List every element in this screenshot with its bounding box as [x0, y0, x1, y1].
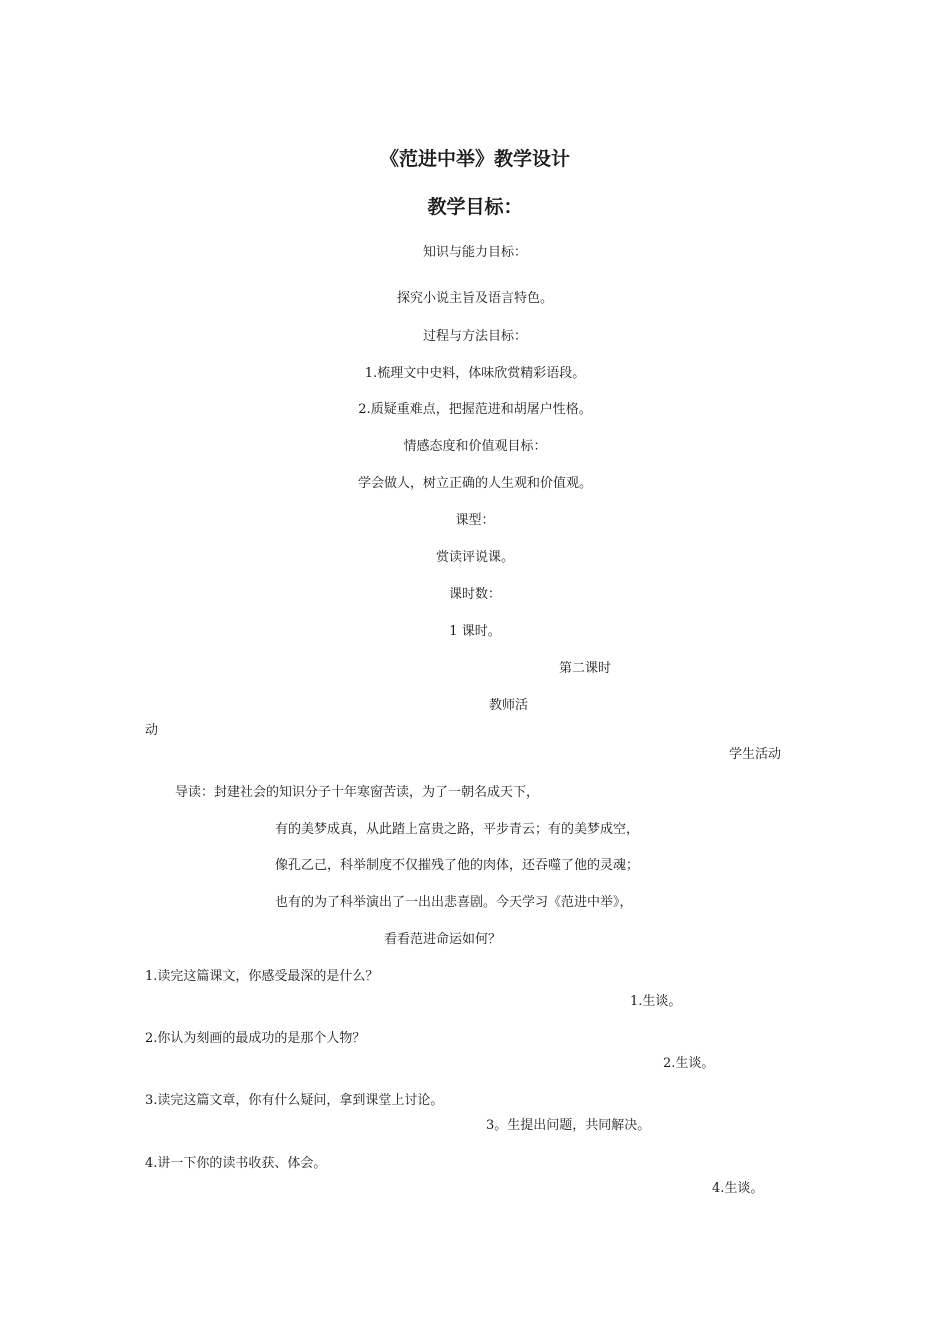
lesson-count: 1 课时。	[449, 624, 501, 639]
knowledge-heading: 知识与能力目标：	[422, 245, 527, 260]
answer-item: 4.生谈。	[712, 1181, 764, 1196]
student-activity-label: 学生活动	[729, 747, 782, 762]
teacher-activity-label-cont: 动	[145, 723, 159, 738]
process-item: 1.梳理文中史料，体味欣赏精彩语段。	[364, 366, 586, 381]
emotion-heading: 情感态度和价值观目标：	[403, 439, 547, 454]
teacher-activity-label: 教师活	[489, 698, 529, 713]
objectives-heading: 教学目标：	[427, 196, 523, 218]
question-item: 2.你认为刻画的最成功的是那个人物？	[145, 1031, 366, 1046]
lesson-count-heading: 课时数：	[448, 587, 501, 602]
emotion-item: 学会做人，树立正确的人生观和价值观。	[357, 476, 592, 491]
lesson-type: 赏读评说课。	[435, 550, 514, 565]
process-item: 2.质疑重难点，把握范进和胡屠户性格。	[358, 402, 592, 417]
process-heading: 过程与方法目标：	[422, 329, 527, 344]
question-item: 4.讲一下你的读书收获、体会。	[145, 1156, 327, 1171]
answer-item: 1.生谈。	[630, 994, 682, 1009]
question-item: 1.读完这篇课文，你感受最深的是什么？	[145, 969, 379, 984]
question-item: 3.读完这篇文章，你有什么疑问，拿到课堂上讨论。	[145, 1093, 444, 1108]
intro-line: 像孔乙己，科举制度不仅摧残了他的肉体，还吞噬了他的灵魂；	[275, 858, 640, 873]
document-title: 《范进中举》教学设计	[379, 148, 570, 170]
knowledge-item: 探究小说主旨及语言特色。	[396, 291, 553, 306]
session-label: 第二课时	[559, 661, 612, 676]
intro-line: 导读：封建社会的知识分子十年寒窗苦读，为了一朝名成天下，	[175, 785, 540, 800]
lesson-type-heading: 课型：	[455, 513, 495, 528]
intro-line: 有的美梦成真，从此踏上富贵之路，平步青云；有的美梦成空，	[275, 822, 640, 837]
intro-line: 看看范进命运如何？	[384, 932, 502, 947]
answer-item: 3。生提出问题，共同解决。	[486, 1118, 651, 1133]
answer-item: 2.生谈。	[663, 1056, 715, 1071]
intro-line: 也有的为了科举演出了一出出悲喜剧。今天学习《范进中举》，	[275, 895, 633, 910]
